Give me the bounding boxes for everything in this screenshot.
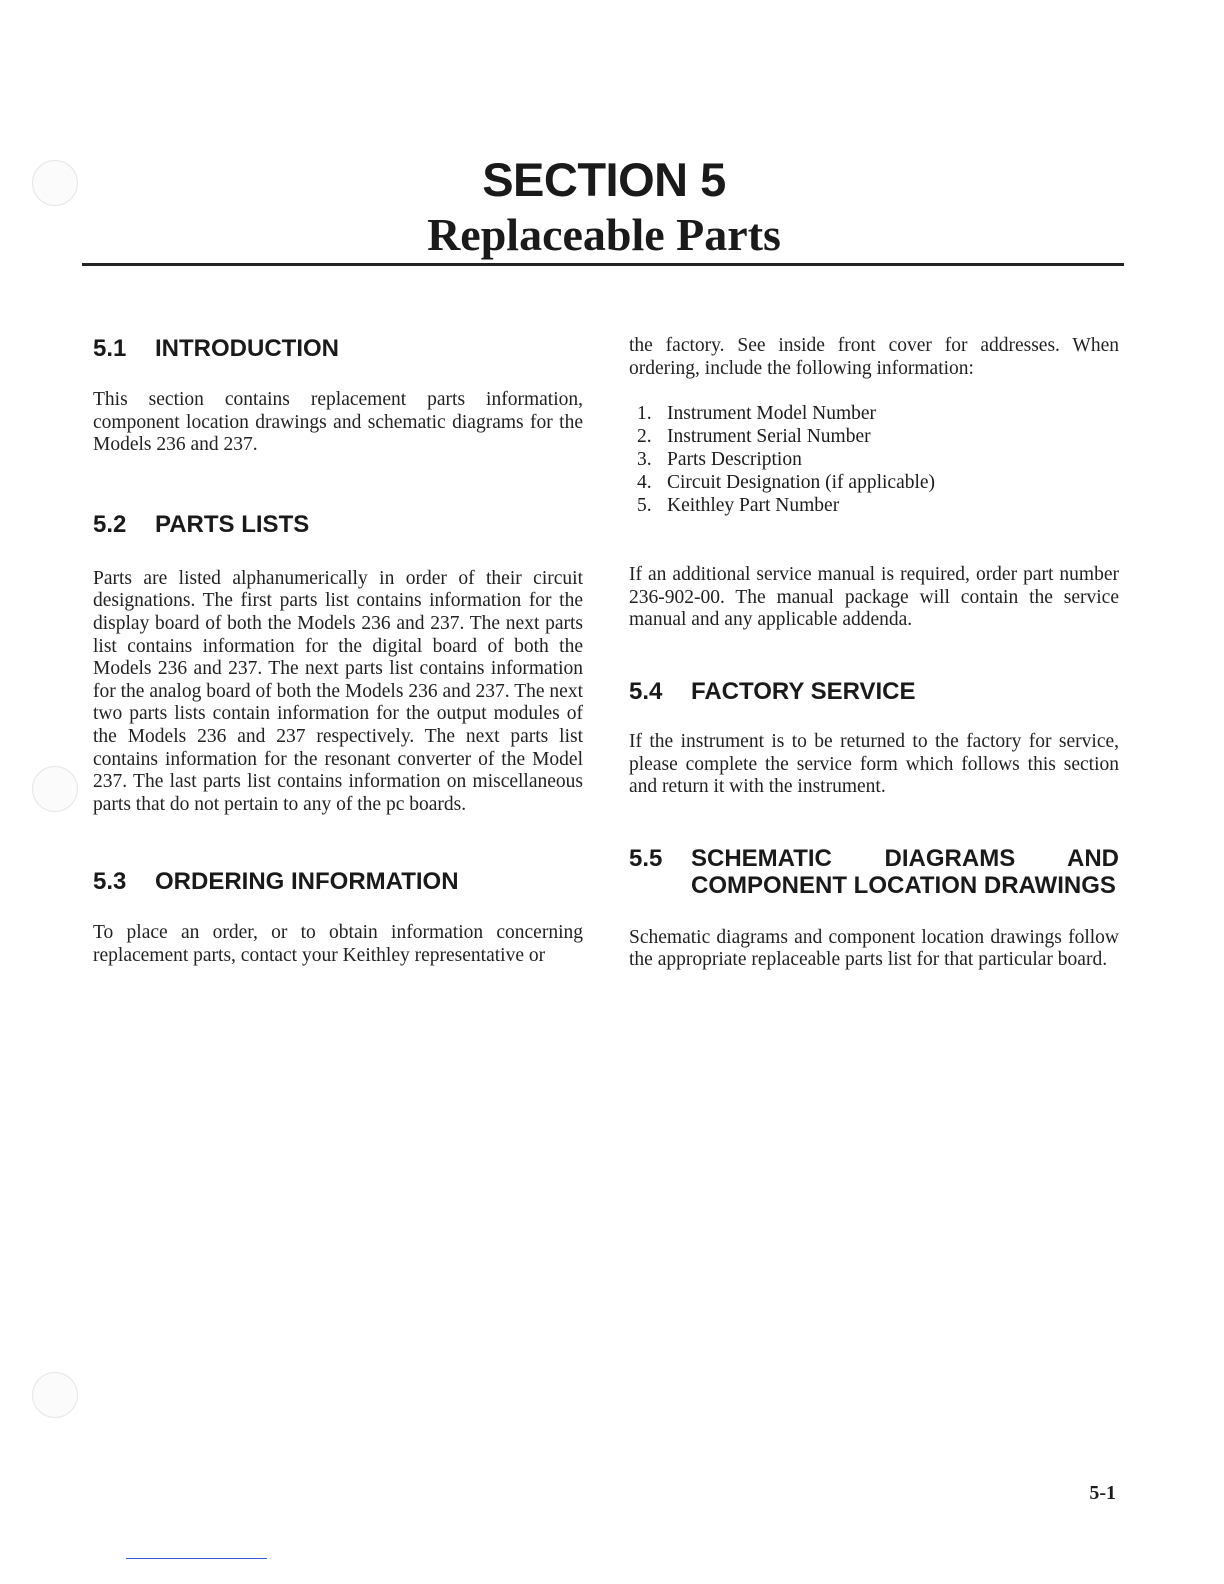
heading-text: FACTORY SERVICE (691, 677, 916, 705)
list-item: 3. Parts Description (637, 449, 802, 471)
title-rule (82, 263, 1124, 266)
section-number: SECTION 5 (482, 153, 726, 206)
left-column (93, 335, 583, 968)
schematic-paragraph: Schematic diagrams and component location drawings follow the appropriate replaceable parts list for that particular board. (629, 926, 1119, 971)
binder-hole-middle (32, 766, 78, 812)
list-item: 5. Keithley Part Number (637, 495, 840, 517)
heading-text: PARTS LISTS (155, 510, 310, 538)
heading-5-4 (629, 678, 1119, 705)
heading-text: INTRODUCTION (155, 335, 339, 362)
ordering-paragraph: To place an order, or to obtain information concerning replacement parts, contact your Keithley representative or (93, 922, 583, 966)
manual-paragraph: If an additional service manual is required, order part number 236-902-00. The manual package will contain the service manual and any applicable addenda. (629, 564, 1119, 631)
list-item: 1. Instrument Model Number (637, 403, 877, 425)
heading-number: 5.2 (93, 510, 127, 538)
list-item: 4. Circuit Designation (if applicable) (637, 472, 936, 494)
heading-5-2 (93, 511, 583, 538)
ordering-continuation: the factory. See inside front cover for addresses. When ordering, include the following information: (629, 335, 1119, 379)
heading-number: 5.4 (629, 677, 663, 705)
heading-number: 5.3 (93, 868, 127, 896)
section-title: Replaceable Parts (427, 209, 781, 260)
page-number: 5-1 (1089, 1482, 1116, 1504)
list-item: 2. Instrument Serial Number (637, 426, 871, 448)
heading-5-5 (629, 845, 1119, 899)
binder-hole-bottom (32, 1372, 78, 1418)
order-info-list (629, 402, 1119, 517)
parts-lists-paragraph: Parts are listed alphanumerically in order of their circuit designations. The first parts list contains information for the display board of both the Models 236 and 237. The next parts list contains information for the digital board of both the Models 236 and 237. The next parts list contains information for the analog board of both the Models 236 and 237. The next two parts lists contain information for the output modules of the Models 236 and 237 respectively. The next parts list contains information for the resonant converter of the Model 237. The last parts list contains information on miscellaneous parts that do not pertain to any of the pc boards. (93, 567, 583, 815)
footer-mark (126, 1558, 267, 1559)
right-column (629, 335, 1119, 972)
heading-5-1 (93, 335, 583, 362)
heading-number: 5.5 (629, 844, 663, 872)
heading-text: ORDERING INFORMATION (155, 868, 459, 896)
heading-5-3 (93, 868, 583, 895)
heading-number: 5.1 (93, 335, 127, 362)
factory-service-paragraph: If the instrument is to be returned to the factory for service, please complete the service form which follows this section and return it with the instrument. (629, 730, 1119, 798)
intro-paragraph: This section contains replacement parts information, component location drawings and schematic diagrams for the Models 236 and 237. (93, 389, 583, 456)
heading-text: SCHEMATIC DIAGRAMS AND COMPONENT LOCATION DRAWINGS (691, 844, 1119, 899)
